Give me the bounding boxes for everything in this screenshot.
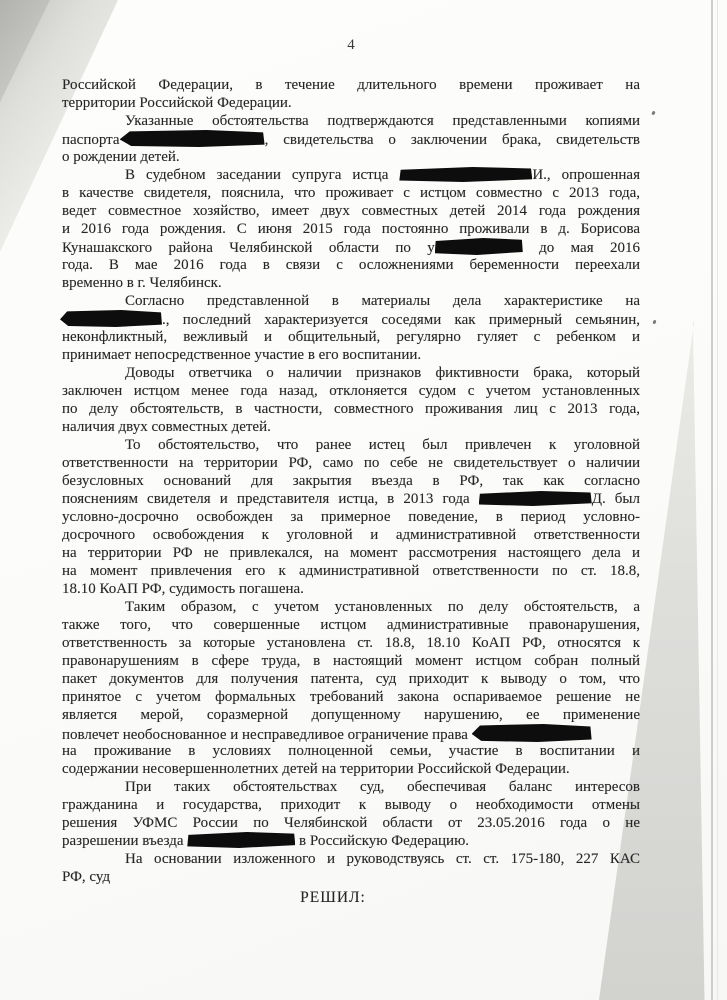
scan-edge-line-faint (717, 0, 718, 1000)
paragraph (62, 364, 640, 436)
redaction-bar (60, 310, 162, 327)
document-body (62, 76, 640, 907)
text-line: повлечет необоснованное и несправедливое ограничение права (62, 724, 640, 742)
page-number: 4 (347, 37, 355, 53)
text-line: То обстоятельство, что ранее истец был привлечен к уголовной (125, 437, 640, 453)
text-line: неконфликтный, вежливый и общительный, регулярно гуляет с ребенком и (62, 329, 640, 345)
text-line: На основании изложенного и руководствуясь ст. ст. 175-180, 227 КАС (125, 851, 640, 867)
text-line: 18.10 КоАП РФ, судимость погашена. (62, 581, 304, 597)
redaction-bar (399, 167, 532, 182)
text-line: безусловных оснований для закрытия въезда в РФ, так как согласно (62, 473, 640, 489)
text-line: Согласно представленной в материалы дела характеристике на (125, 293, 640, 309)
redaction-bar (472, 724, 592, 742)
text-line: При таких обстоятельствах суд, обеспечивая баланс интересов (125, 779, 640, 795)
paragraph (62, 166, 640, 292)
paragraph (62, 598, 640, 778)
text-line: и 2016 года рождения. С июня 2015 года постоянно проживали в д. Борисова (62, 221, 640, 237)
text-line: решения УФМС России по Челябинской области от 23.05.2016 года о не (62, 815, 640, 831)
text-line: пакет документов для получения патента, суд приходит к выводу о том, что (62, 671, 640, 687)
text-line: о рождении детей. (62, 149, 180, 165)
text-line: временно в г. Челябинск. (62, 275, 222, 291)
text-line: гражданина и государства, приходит к выводу о необходимости отмены (62, 797, 640, 813)
text-line: территории Российской Федерации. (62, 95, 292, 111)
text-line: ведет совместное хозяйство, имеет двух совместных детей 2014 года рождения (62, 203, 640, 219)
text-line: Кунашакского района Челябинской области по у до мая 2016 (62, 240, 640, 256)
text-line: Указанные обстоятельства подтверждаются представленными копиями (125, 113, 640, 129)
paragraph (62, 112, 640, 166)
paragraph (62, 778, 640, 850)
text-line: принимает непосредственное участие в его воспитании. (62, 347, 422, 363)
paragraph (62, 292, 640, 364)
text-line: наличия двух совместных детей. (62, 419, 271, 435)
text-line: Российской Федерации, в течение длительного времени проживает на (62, 77, 640, 93)
text-line: заключен истцом менее года назад, отклоняется судом с учетом установленных (62, 383, 640, 399)
text-line: в качестве свидетеля, пояснила, что проживает с истцом совместно с 2013 года, (62, 185, 640, 201)
redaction-bar (120, 130, 265, 147)
text-line: ., последний характеризуется соседями как примерный семьянин, (62, 310, 640, 328)
text-line: Доводы ответчика о наличии признаков фиктивности брака, который (125, 365, 640, 381)
text-line: Таким образом, с учетом установленных по делу обстоятельств, а (125, 599, 640, 615)
text-line: года. В мае 2016 года в связи с осложнениями беременности переехали (62, 257, 640, 273)
text-line: РФ, суд (62, 869, 111, 885)
scan-speck (652, 320, 656, 325)
scan-speck (651, 111, 655, 116)
text-line: также того, что совершенные истцом административные правонарушения, (62, 617, 640, 633)
text-line: ответственности на территории РФ, само по себе не свидетельствует о наличии (62, 455, 640, 471)
text-line: содержании несовершеннолетних детей на территории Российской Федерации. (62, 761, 570, 777)
text-line: паспорта , свидетельства о заключении брака, свидетельств (62, 132, 640, 148)
text-line: по делу обстоятельств, в частности, совместного проживания лиц с 2013 года, (62, 401, 640, 417)
paragraph (62, 436, 640, 598)
text-line: пояснениям свидетеля и представителя истца, в 2013 года Д. был (62, 491, 640, 507)
text-line: условно-досрочно освобожден за примерное поведение, в период условно- (62, 509, 640, 525)
text-line: является мерой, соразмерной допущенному нарушению, ее применение (62, 707, 640, 723)
redaction-bar (187, 832, 295, 848)
text-line: В судебном заседании супруга истца И., опрошенная (125, 167, 640, 183)
paragraph (62, 76, 640, 112)
text-line: разрешении въезда в Российскую Федерацию. (62, 833, 470, 849)
text-line: на проживание в условиях полноценной семьи, участие в воспитании и (62, 743, 640, 759)
text-line: досрочного освобождения к уголовной и административной ответственности (62, 527, 640, 543)
paragraph (62, 850, 640, 886)
resolution-heading: РЕШИЛ: (300, 889, 366, 906)
scan-edge-line (711, 0, 713, 1000)
text-line: принятое с учетом формальных требований закона оспариваемое решение не (62, 689, 640, 705)
text-line: правонарушениям в сфере труда, в настоящий момент истцом собран полный (62, 653, 640, 669)
redaction-bar (435, 238, 523, 255)
redaction-bar (479, 491, 592, 506)
text-line: на территории РФ не привлекался, на момент рассмотрения настоящего дела и (62, 545, 640, 561)
text-line: ответственность за которые установлена ст. 18.8, 18.10 КоАП РФ, относятся к (62, 635, 640, 651)
text-line: на момент привлечения его к административной ответственности по ст. 18.8, (62, 563, 640, 579)
